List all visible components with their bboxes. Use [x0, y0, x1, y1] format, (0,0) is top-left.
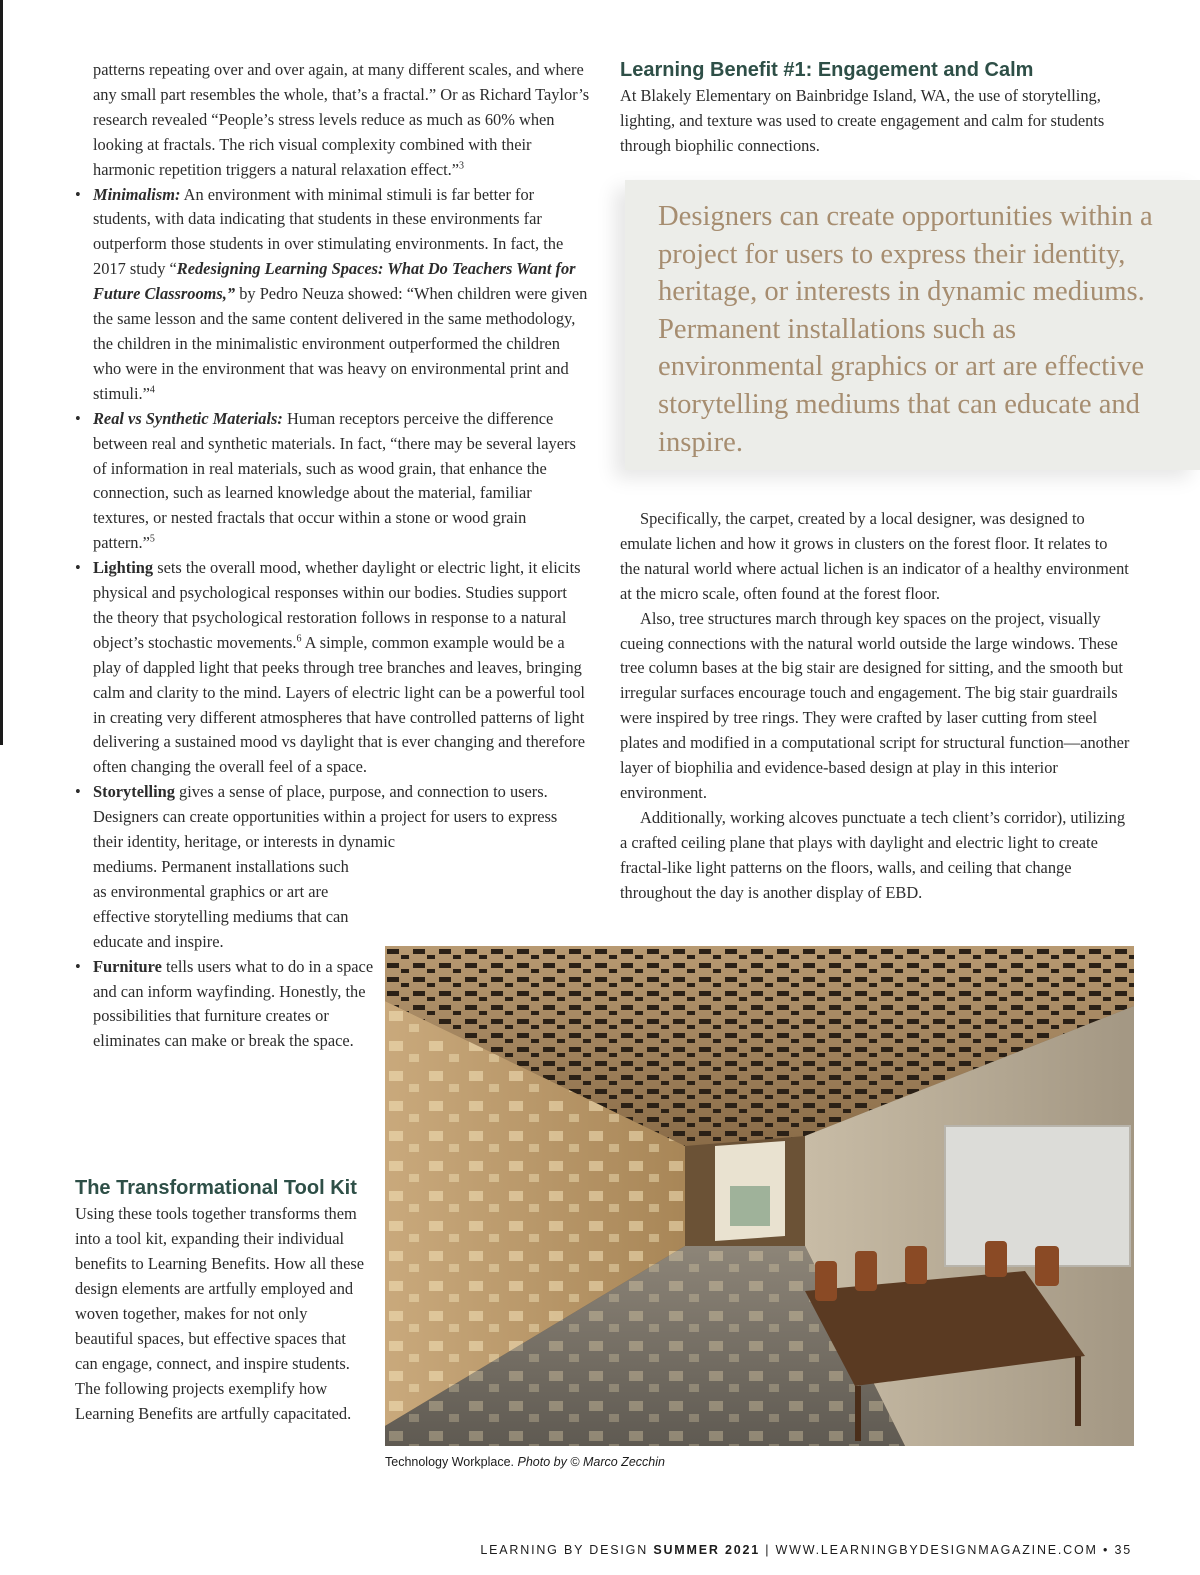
paragraph-alcoves: Additionally, working alcoves punctuate a tech client’s corridor), utilizing a crafted ceiling plane that plays with daylight and electric light to create fractal-like light patterns on the floors, walls, and ceiling that change throughout the day is another display of EBD.	[620, 807, 1126, 902]
list-item-minimalism: • Minimalism: An environment with minimal stimuli is far better for students, with data indicating that students in these environments far outperform those students in over stimulating environments. In fact, the 2017 study “Redesigning Learning Spaces: What Do Teachers Want for Future Classrooms,” by Pedro Neuza showed: “When children were given the same lesson and the same content delivered in the same methodology, the children in the minimalistic environment outperformed the children who were in the environment that was heavy on environmental print and stimuli.”$^4$	[75, 183, 590, 407]
paragraph-tree-structures: Also, tree structures march through key spaces on the project, visually cueing connections with the natural world outside the large windows. These tree column bases at the big stair are designed for sitting, and the smooth but irregular surfaces encourage touch and engagement. The big stair guardrails were inspired by tree rings. They were crafted by laser cutting from steel plates and modified in a computational script for structural function—another layer of biophilia and evidence-based design at play in this interior environment.	[620, 608, 1130, 802]
toolkit-section	[75, 1175, 367, 1426]
learning-benefit-section	[620, 57, 1125, 158]
design-tools-list	[75, 183, 590, 1055]
page-number: 35	[1114, 1543, 1132, 1557]
photo-caption: Technology Workplace. Photo by © Marco Zecchin	[385, 1455, 665, 1469]
toolkit-heading: The Transformational Tool Kit	[75, 1177, 357, 1199]
learning-benefit-heading: Learning Benefit #1: Engagement and Calm	[620, 59, 1034, 81]
list-item-storytelling: • Storytelling gives a sense of place, purpose, and connection to users. Designers can create opportunities within a project for users to express their identity, heritage, or interests in dynamic mediums. Permanent installations such as environmental graphics or art are effective storytelling mediums that can educate and inspire.	[75, 780, 590, 954]
photo-credit: Photo by © Marco Zecchin	[517, 1455, 665, 1469]
left-column	[75, 58, 590, 1054]
learning-benefit-intro: At Blakely Elementary on Bainbridge Island, WA, the use of storytelling, lighting, and texture was used to create engagement and calm for students through biophilic connections.	[620, 86, 1105, 155]
page-binding-edge	[0, 0, 3, 745]
footnote-ref: 6	[296, 633, 302, 645]
magazine-url: WWW.LEARNINGBYDESIGNMAGAZINE.COM	[775, 1543, 1098, 1557]
footnote-ref: 3	[459, 160, 465, 172]
pull-quote-text: Designers can create opportunities within a project for users to express their identity, heritage, or interests in dynamic mediums. Permanent installations such as environmental graphics or art are effective storytelling mediums that can educate and inspire.	[658, 201, 1153, 458]
list-item-furniture: • Furniture tells users what to do in a space and can inform wayfinding. Honestly, the possibilities that furniture creates or eliminates can make or break the space.	[75, 955, 383, 1055]
corridor-illustration	[385, 946, 1134, 1446]
footnote-ref: 5	[149, 533, 155, 545]
page-footer: LEARNING BY DESIGN SUMMER 2021 | WWW.LEARNINGBYDESIGNMAGAZINE.COM • 35	[480, 1543, 1132, 1557]
intro-paragraph: patterns repeating over and over again, at many different scales, and where any small part resembles the whole, that’s a fractal.” Or as Richard Taylor’s research revealed “People’s stress levels reduce as much as 60% when looking at fractals. The rich visual complexity combined with their harmonic repetition triggers a natural relaxation effect.”$^3$	[93, 60, 590, 179]
pull-quote	[625, 180, 1200, 470]
footnote-ref: 4	[149, 384, 155, 396]
list-item-materials: • Real vs Synthetic Materials: Human receptors perceive the difference between real and synthetic materials. In fact, “there may be several layers of information in real materials, such as wood grain, that enhance the connection, such as learned knowledge about the material, familiar textures, or nested fractals that occur within a stone or wood grain pattern.”$^5$	[75, 407, 590, 556]
workplace-photo	[385, 946, 1134, 1446]
right-column-body	[620, 507, 1130, 906]
toolkit-paragraph: Using these tools together transforms them into a tool kit, expanding their individual benefits to Learning Benefits. How all these design elements are artfully employed and woven together, makes for not only beautiful spaces, but effective spaces that can engage, connect, and inspire students. The following projects exemplify how Learning Benefits are artfully capacitated.	[75, 1204, 365, 1423]
study-title: Redesigning Learning Spaces: What Do Teachers Want for Future Classrooms,”	[93, 259, 576, 304]
list-item-lighting: • Lighting sets the overall mood, whether daylight or electric light, it elicits physical and psychological responses within our bodies. Studies support the theory that psychological restoration follows in response to a natural object’s stochastic movements.$^6$ A simple, common example would be a play of dappled light that peeks through tree branches and leaves, bringing calm and clarity to the mind. Layers of electric light can be a powerful tool in creating very different atmospheres that have controlled patterns of light delivering a sustained mood vs daylight that is ever changing and therefore often changing the overall feel of a space.	[75, 556, 590, 780]
paragraph-carpet: Specifically, the carpet, created by a local designer, was designed to emulate lichen and how it grows in clusters on the forest floor. It relates to the natural world where actual lichen is an indicator of a healthy environment at the micro scale, often found at the forest floor.	[620, 509, 1129, 603]
